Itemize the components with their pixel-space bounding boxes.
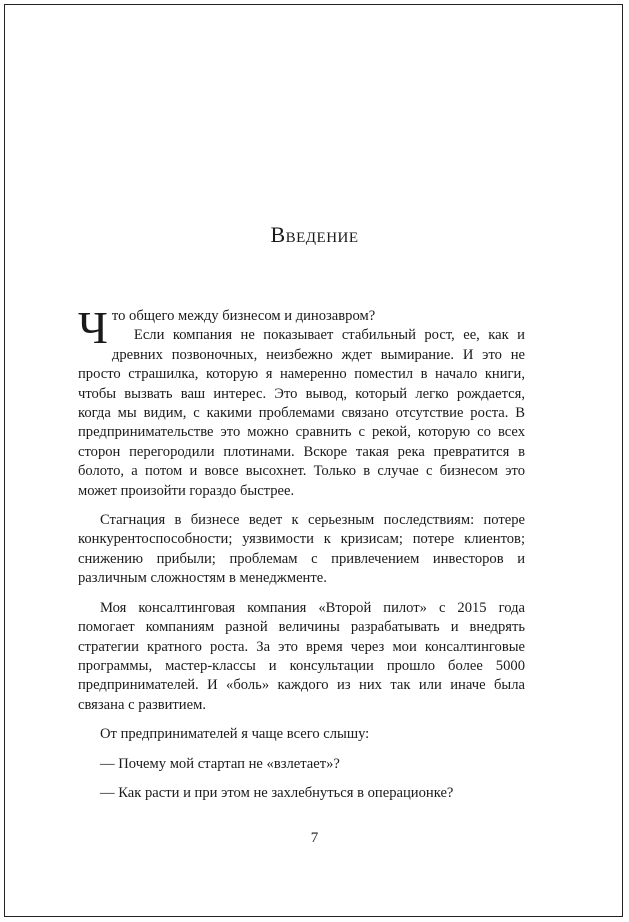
lead-text: то общего между бизнесом и динозавром? [111, 308, 376, 324]
paragraph: От предпринимателей я чаще всего слышу: [100, 726, 370, 743]
dialogue-line: — Как расти и при этом не захлебнуться в операционке? [100, 784, 454, 801]
paragraph: Моя консалтинговая компания «Второй пилот» с 2015 года помогает компаниям разной величины разрабатывать и внедрять стратегии кратного роста. За это время через мои консалтинговые программы, мастер-классы и консультации прошло более 5000 предпринимателей. И «боль» каждого из них так или иначе была связана с развитием. [78, 599, 525, 713]
chapter-title: Введение [270, 222, 359, 247]
paragraph: Если компания не показывает стабильный рост, ее, как и древних позвоночных, неизбежно ждет вымирание. И это не просто страшилка, которую я намеренно поместил в начало книги, чтобы вызвать ваш интерес. Это вывод, который легко рождается, когда мы видим, с какими проблемами связано отсутствие роста. В предпринимательстве это можно сравнить с рекой, которую со всех сторон перегородили плотинами. Вскоре такая река превратится в болото, а потом и вовсе высохнет. Только в случае с бизнесом это может произойти гораздо быстрее. [78, 327, 525, 499]
body-text [78, 302, 525, 813]
dialogue-line: — Почему мой стартап не «взлетает»? [100, 755, 340, 772]
page-number: 7 [310, 830, 319, 846]
paragraph: Стагнация в бизнесе ведет к серьезным последствиям: потере конкурентоспособности; уязвимости к кризисам; потере клиентов; снижению прибыли; проблемам с привлечением инвесторов и различным сложностям в менеджменте. [78, 512, 525, 587]
lead-paragraph [78, 302, 525, 353]
drop-cap: Ч [78, 302, 108, 353]
